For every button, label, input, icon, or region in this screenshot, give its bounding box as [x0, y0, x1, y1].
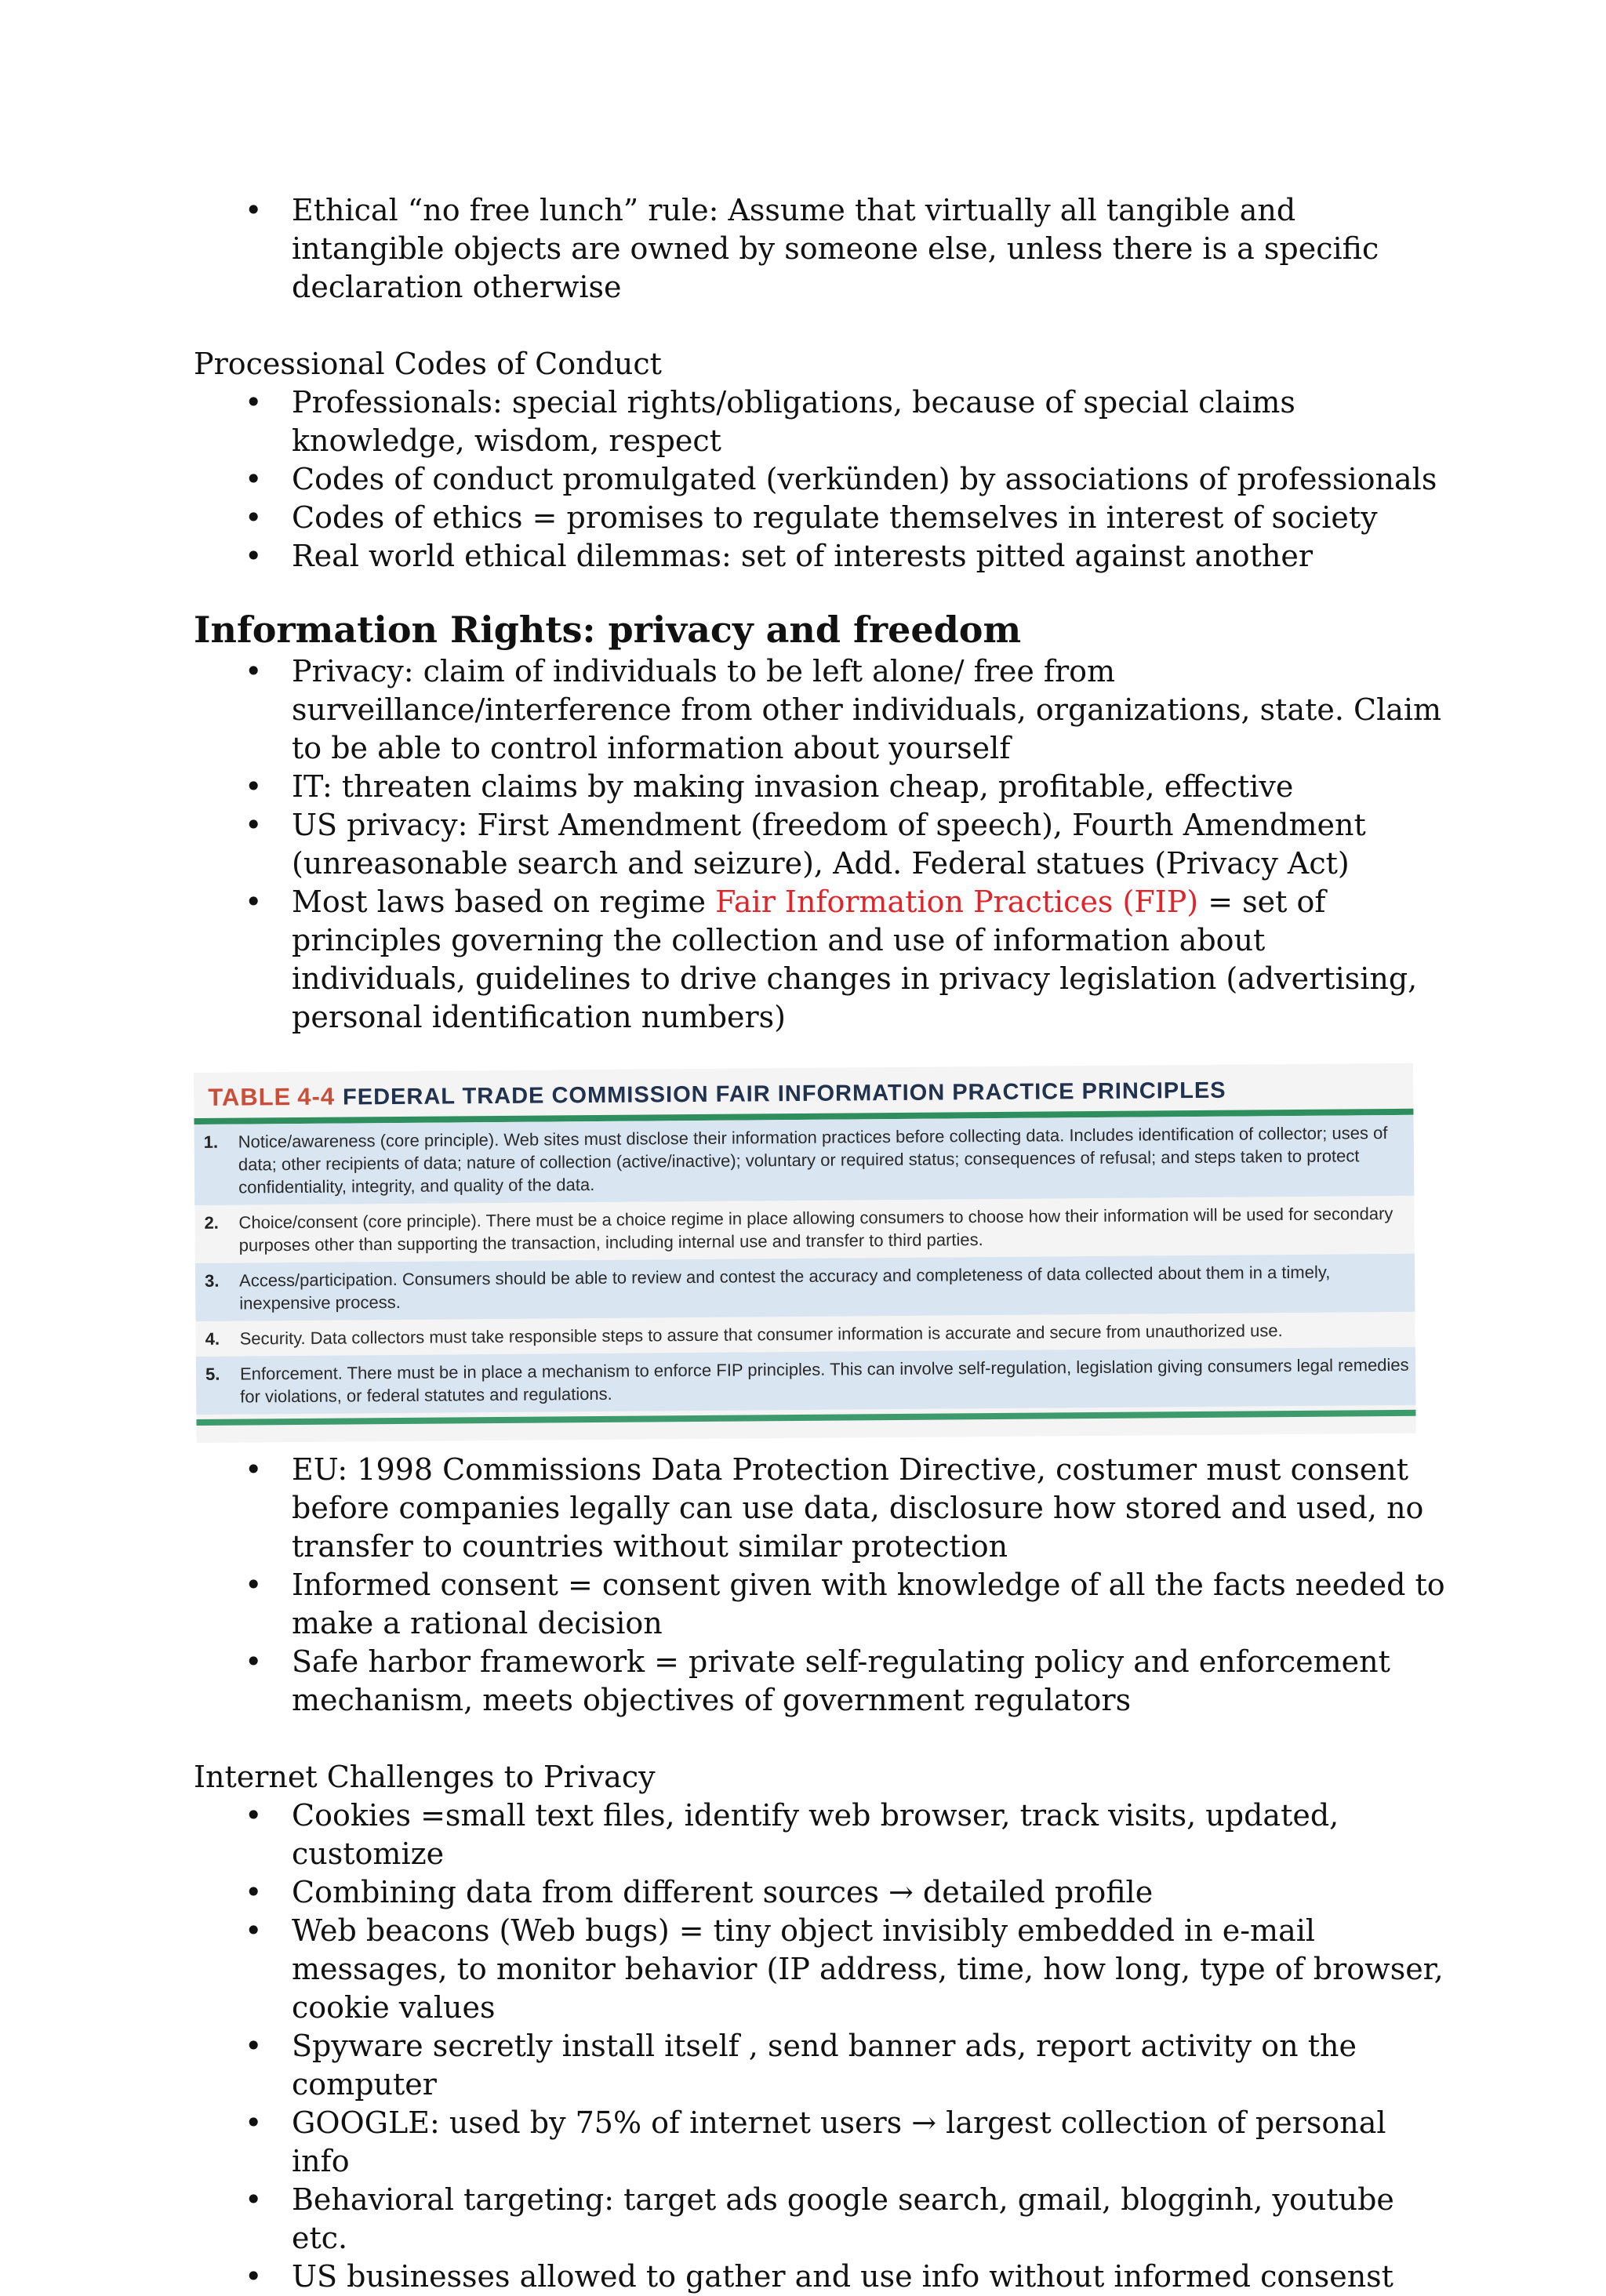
list-item [194, 1566, 1448, 1643]
list-item [194, 537, 1448, 576]
list-item-text: Informed consent = consent given with knowledge of all the facts needed to make a rational decision [292, 1568, 1445, 1640]
table-row [194, 1196, 1415, 1263]
list-item-text: Codes of conduct promulgated (verkünden) by associations of professionals [292, 462, 1437, 496]
row-text: Security. Data collectors must take responsible steps to assure that consumer information is accurate and secure from unauthorized use. [239, 1321, 1283, 1349]
section-heading-internet: Internet Challenges to Privacy [194, 1760, 656, 1794]
bullet-icon: • [245, 1452, 263, 1487]
list-item [194, 2181, 1448, 2258]
bullet-icon: • [245, 2259, 263, 2294]
section-heading-rights: Information Rights: privacy and freedom [194, 609, 1022, 651]
after-table-list [194, 1451, 1448, 1720]
table-row [194, 1115, 1415, 1205]
table-label: TABLE [208, 1083, 292, 1111]
list-item [194, 2258, 1448, 2296]
list-item-text: Spyware secretly install itself , send banner ads, report activity on the computer [292, 2029, 1357, 2102]
list-item-text: Ethical “no free lunch” rule: Assume that virtually all tangible and intangible objects are owned by someone else, unless there is a specific declaration otherwise [292, 193, 1379, 304]
row-text: Enforcement. There must be in place a mechanism to enforce FIP principles. This can involve self-regulation, legislation giving consumers legal remedies for violations, or federal statutes and regulations. [239, 1354, 1409, 1407]
bullet-icon: • [245, 539, 263, 573]
table-row [196, 1347, 1416, 1415]
list-item [194, 1796, 1448, 1873]
row-number: 3. [204, 1270, 220, 1291]
fip-text-after: = set of principles governing the collection and use of information about individuals, guidelines to drive changes in privacy legislation (advertising, personal identification numbers) [292, 885, 1418, 1034]
internet-list [194, 1796, 1448, 2296]
bullet-icon: • [245, 1875, 263, 1909]
bullet-icon: • [245, 2105, 263, 2140]
list-item [194, 1912, 1448, 2027]
fip-highlight: Fair Information Practices (FIP) [715, 885, 1199, 919]
list-item-text: Combining data from different sources → detailed profile [292, 1875, 1154, 1909]
list-item [194, 2027, 1448, 2104]
list-item [194, 499, 1448, 537]
bullet-icon: • [245, 654, 263, 688]
list-item [194, 1451, 1448, 1566]
codes-list [194, 383, 1448, 576]
table-number: 4-4 [297, 1082, 336, 1110]
row-text: Access/participation. Consumers should be able to review and contest the accuracy and completeness of data collected about them in a timely, inexpensive process. [238, 1262, 1331, 1313]
list-item-text [292, 885, 1417, 1034]
list-item-text: GOOGLE: used by 75% of internet users → largest collection of personal info [292, 2105, 1386, 2178]
list-item-text: US businesses allowed to gather and use info without informed consenst [292, 2259, 1393, 2294]
table-row [195, 1254, 1415, 1321]
intro-list [194, 191, 1448, 307]
list-item [194, 1873, 1448, 1912]
list-item [194, 1643, 1448, 1720]
bullet-icon: • [245, 1644, 263, 1679]
list-item-text: US privacy: First Amendment (freedom of speech), Fourth Amendment (unreasonable search and seizure), Add. Federal statues (Privacy Act) [292, 808, 1366, 881]
row-number: 2. [204, 1212, 219, 1233]
list-item [194, 883, 1448, 1037]
list-item-text: Cookies =small text files, identify web browser, track visits, updated, customize [292, 1798, 1339, 1871]
fip-text-before: Most laws based on regime [292, 885, 716, 919]
list-item [194, 768, 1448, 806]
list-item [194, 460, 1448, 499]
table-title-text: FEDERAL TRADE COMMISSION FAIR INFORMATION PRACTICE PRINCIPLES [342, 1077, 1226, 1110]
bullet-icon: • [245, 385, 263, 420]
row-text: Choice/consent (core principle). There must be a choice regime in place allowing consumers to choose how their information will be used for secondary purposes other than supporting the transaction, including internal use and transfer to third parties. [238, 1203, 1393, 1255]
bullet-icon: • [245, 2029, 263, 2063]
document-content [194, 191, 1448, 2296]
bullet-icon: • [245, 808, 263, 842]
fip-table [194, 1063, 1416, 1443]
list-item-text: Professionals: special rights/obligations, because of special claims knowledge, wisdom, respect [292, 385, 1295, 458]
list-item-text: Web beacons (Web bugs) = tiny object invisibly embedded in e-mail messages, to monitor behavior (IP address, time, how long, type of browser, cookie values [292, 1913, 1444, 2025]
bullet-icon: • [245, 1798, 263, 1833]
row-number: 5. [205, 1364, 220, 1384]
list-item [194, 806, 1448, 883]
rights-list [194, 652, 1448, 1037]
bullet-icon: • [245, 885, 263, 919]
list-item-text: Safe harbor framework = private self-regulating policy and enforcement mechanism, meets objectives of government regulators [292, 1644, 1390, 1717]
list-item [194, 652, 1448, 768]
list-item-text: Codes of ethics = promises to regulate themselves in interest of society [292, 500, 1378, 535]
list-item-text: Behavioral targeting: target ads google search, gmail, blogginh, youtube etc. [292, 2182, 1394, 2255]
list-item-text: EU: 1998 Commissions Data Protection Directive, costumer must consent before companies legally can use data, disclosure how stored and used, no transfer to countries without similar protection [292, 1452, 1424, 1564]
bullet-icon: • [245, 193, 263, 227]
list-item [194, 383, 1448, 460]
bullet-icon: • [245, 1568, 263, 1602]
list-item-text: IT: threaten claims by making invasion cheap, profitable, effective [292, 769, 1294, 804]
bullet-icon: • [245, 769, 263, 804]
row-text: Notice/awareness (core principle). Web sites must disclose their information practices before collecting data. Includes identification of collector; uses of data; other recipients of data; nature of collection (active/inactive); voluntary or required status; consequences of refusal; and steps taken to protect confidentiality, integrity, and quality of the data. [238, 1123, 1388, 1197]
bullet-icon: • [245, 500, 263, 535]
list-item [194, 191, 1448, 307]
section-heading-codes: Processional Codes of Conduct [194, 347, 662, 381]
bullet-icon: • [245, 2182, 263, 2217]
list-item-text: Real world ethical dilemmas: set of interests pitted against another [292, 539, 1314, 573]
bullet-icon: • [245, 1913, 263, 1948]
list-item-text: Privacy: claim of individuals to be left alone/ free from surveillance/interference from other individuals, organizations, state. Claim to be able to control information about yourself [292, 654, 1442, 765]
row-number: 4. [205, 1328, 220, 1349]
row-number: 1. [203, 1132, 219, 1152]
bullet-icon: • [245, 462, 263, 496]
list-item [194, 2104, 1448, 2181]
table-title [194, 1074, 1413, 1112]
